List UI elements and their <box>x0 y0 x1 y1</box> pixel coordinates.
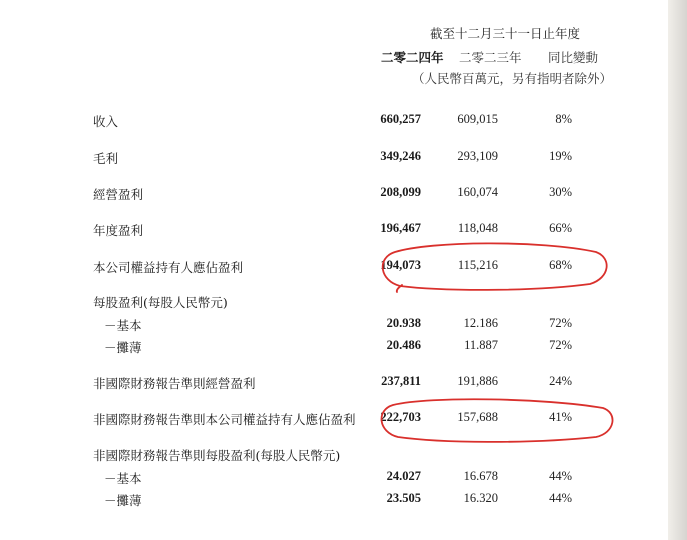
value-2024: 660,257 <box>380 112 421 126</box>
row-label: －基本 <box>104 318 142 333</box>
column-header-2023: 二零二三年 <box>459 50 522 65</box>
value-change: 72% <box>549 338 572 352</box>
value-change: 41% <box>549 410 572 424</box>
column-header-2024: 二零二四年 <box>381 50 444 65</box>
value-2023: 11.887 <box>464 338 498 352</box>
value-2024: 237,811 <box>381 374 421 388</box>
row-label: 收入 <box>93 114 119 129</box>
value-2023: 16.678 <box>463 469 498 483</box>
unit-note: （人民幣百萬元，另有指明者除外） <box>412 71 613 86</box>
value-change: 44% <box>549 491 572 505</box>
value-2023: 609,015 <box>457 112 498 126</box>
value-change: 24% <box>549 374 572 388</box>
value-2023: 160,074 <box>457 185 498 199</box>
value-2024: 194,073 <box>380 258 421 272</box>
value-2024: 23.505 <box>386 491 421 505</box>
row-label: 非國際財務報告準則本公司權益持有人應佔盈利 <box>93 412 356 427</box>
value-2023: 157,688 <box>457 410 498 424</box>
row-label: 毛利 <box>93 151 119 166</box>
value-2023: 191,886 <box>457 374 498 388</box>
value-2024: 20.938 <box>386 316 421 330</box>
value-2024: 349,246 <box>380 149 421 163</box>
value-2024: 208,099 <box>380 185 421 199</box>
row-label: 年度盈利 <box>93 223 144 238</box>
row-label: －攤薄 <box>104 340 142 355</box>
value-2024: 20.486 <box>386 338 421 352</box>
period-header: 截至十二月三十一日止年度 <box>430 26 581 41</box>
value-2023: 118,048 <box>457 221 498 235</box>
section-label: 非國際財務報告準則每股盈利(每股人民幣元) <box>93 448 341 463</box>
value-change: 44% <box>549 469 572 483</box>
value-2023: 16.320 <box>463 491 498 505</box>
column-header-change: 同比變動 <box>548 50 599 65</box>
value-change: 19% <box>549 149 572 163</box>
value-change: 68% <box>549 258 572 272</box>
row-label: －基本 <box>104 471 142 486</box>
page-edge-shadow <box>668 0 687 540</box>
value-2023: 293,109 <box>457 149 498 163</box>
row-label: 經營盈利 <box>93 187 144 202</box>
value-2024: 196,467 <box>380 221 421 235</box>
section-label: 每股盈利(每股人民幣元) <box>93 295 228 310</box>
value-change: 8% <box>555 112 572 126</box>
value-2023: 12.186 <box>463 316 498 330</box>
value-change: 30% <box>549 185 572 199</box>
value-2023: 115,216 <box>457 258 498 272</box>
row-label: －攤薄 <box>104 493 142 508</box>
value-change: 72% <box>549 316 572 330</box>
row-label: 本公司權益持有人應佔盈利 <box>93 260 244 275</box>
value-change: 66% <box>549 221 572 235</box>
value-2024: 24.027 <box>386 469 421 483</box>
row-label: 非國際財務報告準則經營盈利 <box>93 376 256 391</box>
value-2024: 222,703 <box>380 410 421 424</box>
